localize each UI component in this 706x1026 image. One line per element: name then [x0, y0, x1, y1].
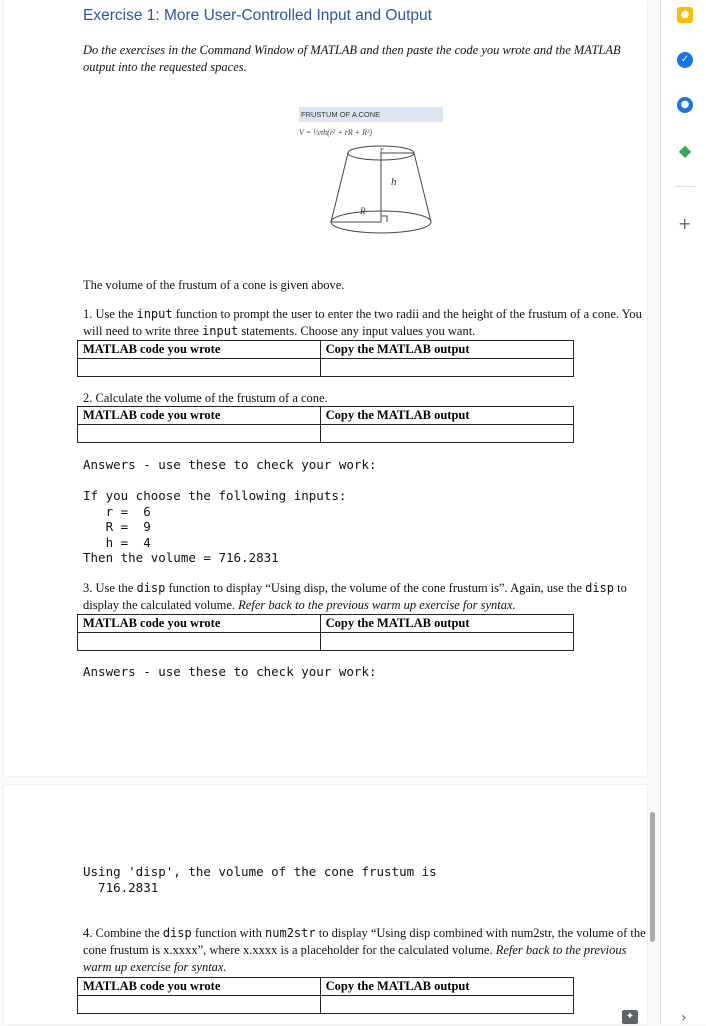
expand-panel-chevron-icon[interactable]: › — [681, 1010, 687, 1026]
volume-formula: V = ⅓πh(r² + rR + R²) — [299, 128, 373, 137]
intro-paragraph: Do the exercises in the Command Window of MATLAB and then paste the code you wrote and the MATLAB output into the requested spaces. — [83, 43, 621, 74]
code-cell[interactable] — [78, 359, 321, 377]
table-header-code: MATLAB code you wrote — [78, 341, 321, 359]
answer-table-2 — [77, 406, 574, 443]
volume-description: The volume of the frustum of a cone is given above. — [83, 278, 345, 292]
question-3: 3. Use the disp function to display “Using disp, the volume of the cone frustum is”. Again, use the disp to display the calculated volume. Refer back to the previous warm up exercise for syntax. — [83, 581, 627, 612]
figure-label-h: h — [391, 176, 397, 188]
output-cell[interactable] — [320, 633, 573, 651]
answers-block-1: Answers - use these to check your work: If you choose the following inputs: r = 6 R = 9 h = 4 Then the volume = 716.2831 — [83, 457, 377, 565]
table-header-output: Copy the MATLAB output — [320, 341, 573, 359]
answer-table-3 — [77, 614, 574, 651]
question-2: 2. Calculate the volume of the frustum of a cone. — [83, 391, 328, 405]
table-header-output: Copy the MATLAB output — [320, 978, 573, 996]
output-cell[interactable] — [320, 359, 573, 377]
output-cell[interactable] — [320, 425, 573, 443]
document-page-1 — [4, 0, 647, 776]
question-4: 4. Combine the disp function with num2str to display “Using disp combined with num2str, the volume of the cone frustum is x.xxxx”, where x.xxxx is a placeholder for the calculated volume. Refer back to the previous warm up exercise for syntax. — [83, 926, 646, 974]
cone-frustum-diagram — [324, 140, 454, 240]
figure-label-r: r — [380, 145, 384, 155]
side-panel — [660, 0, 706, 1024]
table-header-code: MATLAB code you wrote — [78, 407, 321, 425]
table-header-code: MATLAB code you wrote — [78, 978, 321, 996]
figure-label-R: R — [360, 206, 366, 216]
document-page-2 — [4, 785, 647, 1024]
add-addon-icon[interactable]: + — [678, 214, 692, 233]
table-header-output: Copy the MATLAB output — [320, 407, 573, 425]
tasks-icon[interactable]: ✓ — [677, 52, 693, 68]
figure-title: FRUSTUM OF A CONE — [299, 107, 443, 122]
table-header-code: MATLAB code you wrote — [78, 615, 321, 633]
contacts-icon[interactable]: ● — [677, 97, 693, 113]
keep-icon[interactable]: ● — [677, 7, 693, 23]
maps-icon[interactable]: ◆ — [678, 141, 692, 160]
answer-table-1 — [77, 340, 574, 377]
code-cell[interactable] — [78, 996, 321, 1014]
output-cell[interactable] — [320, 996, 573, 1014]
table-header-output: Copy the MATLAB output — [320, 615, 573, 633]
answer-table-4 — [77, 977, 574, 1014]
code-cell[interactable] — [78, 633, 321, 651]
explore-icon[interactable]: ✦ — [622, 1010, 638, 1024]
question-1: 1. Use the input function to prompt the user to enter the two radii and the height of the frustum of a cone. You will need to write three input statements. Choose any input values you want. — [83, 307, 642, 338]
answers-heading-2: Answers - use these to check your work: — [83, 664, 377, 679]
sidebar-divider — [675, 186, 695, 187]
answers-output-2: Using 'disp', the volume of the cone frustum is 716.2831 — [83, 864, 437, 895]
exercise-heading: Exercise 1: More User-Controlled Input and Output — [83, 7, 432, 24]
code-cell[interactable] — [78, 425, 321, 443]
document-scrollbar[interactable] — [650, 812, 655, 942]
